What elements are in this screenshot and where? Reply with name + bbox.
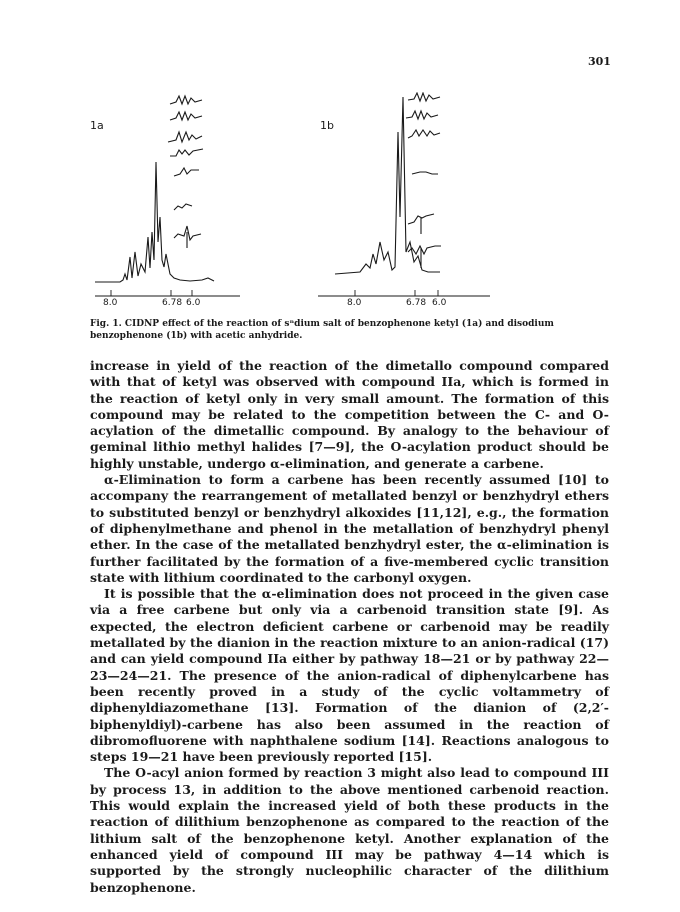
panel-label-1b: 1b <box>320 119 334 132</box>
spectrum-1b <box>318 93 490 296</box>
tick-1b-8-0: 8.0 <box>347 298 362 308</box>
spectrum-1a-trace <box>95 162 214 282</box>
paragraph: increase in yield of the reaction of the dimetallo compound compared with that of ketyl was observed with compound IIa, which is formed in the reaction of ketyl only in very small amount. The formation of this compound may be related to the competition between the C- and O-acylation of the dimetallic compound. By analogy to the behaviour of geminal lithio methyl halides [7—9], the O-acylation product should be highly unstable, undergo α-elimination, and generate a carbene. <box>90 358 609 471</box>
spectrum-1b-trace <box>335 97 440 274</box>
tick-1a-6-78: 6.78 <box>162 298 183 308</box>
figure-caption: Fig. 1. CIDNP effect of the reaction of sⁿdium salt of benzophenone ketyl (1a) and disodium benzophenone (1b) with acetic anhydride. <box>90 319 554 341</box>
body-text <box>90 358 609 896</box>
spectrum-1b-multiplet-1 <box>408 93 440 101</box>
spectrum-1b-multiplet-4 <box>412 172 438 174</box>
spectrum-1a <box>95 96 240 296</box>
tick-1a-6-0: 6.0 <box>186 298 201 308</box>
page-number: 301 <box>588 55 611 68</box>
panel-label-1a: 1a <box>90 119 104 132</box>
tick-1a-8-0: 8.0 <box>103 298 118 308</box>
spectrum-1a-multiplet-2 <box>170 112 202 120</box>
tick-1b-6-0: 6.0 <box>432 298 447 308</box>
axis-1a <box>95 290 240 296</box>
spectrum-1a-multiplet-7 <box>174 226 201 248</box>
spectrum-1a-multiplet-3 <box>168 132 202 142</box>
cidnp-figure <box>90 92 600 312</box>
axis-1b <box>318 290 490 296</box>
spectra-svg <box>90 92 600 312</box>
spectrum-1a-multiplet-5 <box>174 168 199 176</box>
spectrum-1b-multiplet-5 <box>408 214 434 234</box>
spectrum-1b-multiplet-3 <box>408 130 440 138</box>
spectrum-1b-multiplet-2 <box>406 111 438 119</box>
spectrum-1a-multiplet-4 <box>170 149 203 156</box>
spectrum-1a-multiplet-6 <box>174 204 192 210</box>
paragraph: It is possible that the α-elimination does not proceed in the given case via a free carbene but only via a carbenoid transition state [9]. As expected, the electron deficient carbene or carbenoid may be readily metallated by the dianion in the reaction mixture to an anion-radical (17) and can yield compound IIa either by pathway 18—21 or by pathway 22—23—24—21. The presence of the anion-radical of diphenylcarbene has been recently proved in a study of the cyclic voltammetry of diphenyldiazomethane [13]. Formation of the dianion of (2,2′-biphenyldiyl)-carbene has also been assumed in the reaction of dibromofluorene with naphthalene sodium [14]. Reactions analogous to steps 19—21 have been previously reported [15]. <box>90 586 609 765</box>
paragraph: α-Elimination to form a carbene has been recently assumed [10] to accompany the rearrangement of metallated benzyl or benzhydryl ethers to substituted benzyl or benzhydryl alkoxides [11,12], e.g., the formation of diphenylmethane and phenol in the metallation of benzhydryl phenyl ether. In the case of the metallated benzhydryl ester, the α-elimination is further facilitated by the formation of a five-membered cyclic transition state with lithium coordinated to the carbonyl oxygen. <box>90 472 609 585</box>
paragraph: The O-acyl anion formed by reaction 3 might also lead to compound III by process 13, in addition to the above mentioned carbenoid reaction. This would explain the increased yield of both these products in the reaction of dilithium benzophenone as compared to the reaction of the lithium salt of the benzophenone ketyl. Another explanation of the enhanced yield of compound III may be pathway 4—14 which is supported by the strongly nucleophilic character of the dilithium benzophenone. <box>90 765 609 895</box>
spectrum-1a-multiplet-1 <box>170 96 202 104</box>
tick-1b-6-78: 6.78 <box>406 298 427 308</box>
